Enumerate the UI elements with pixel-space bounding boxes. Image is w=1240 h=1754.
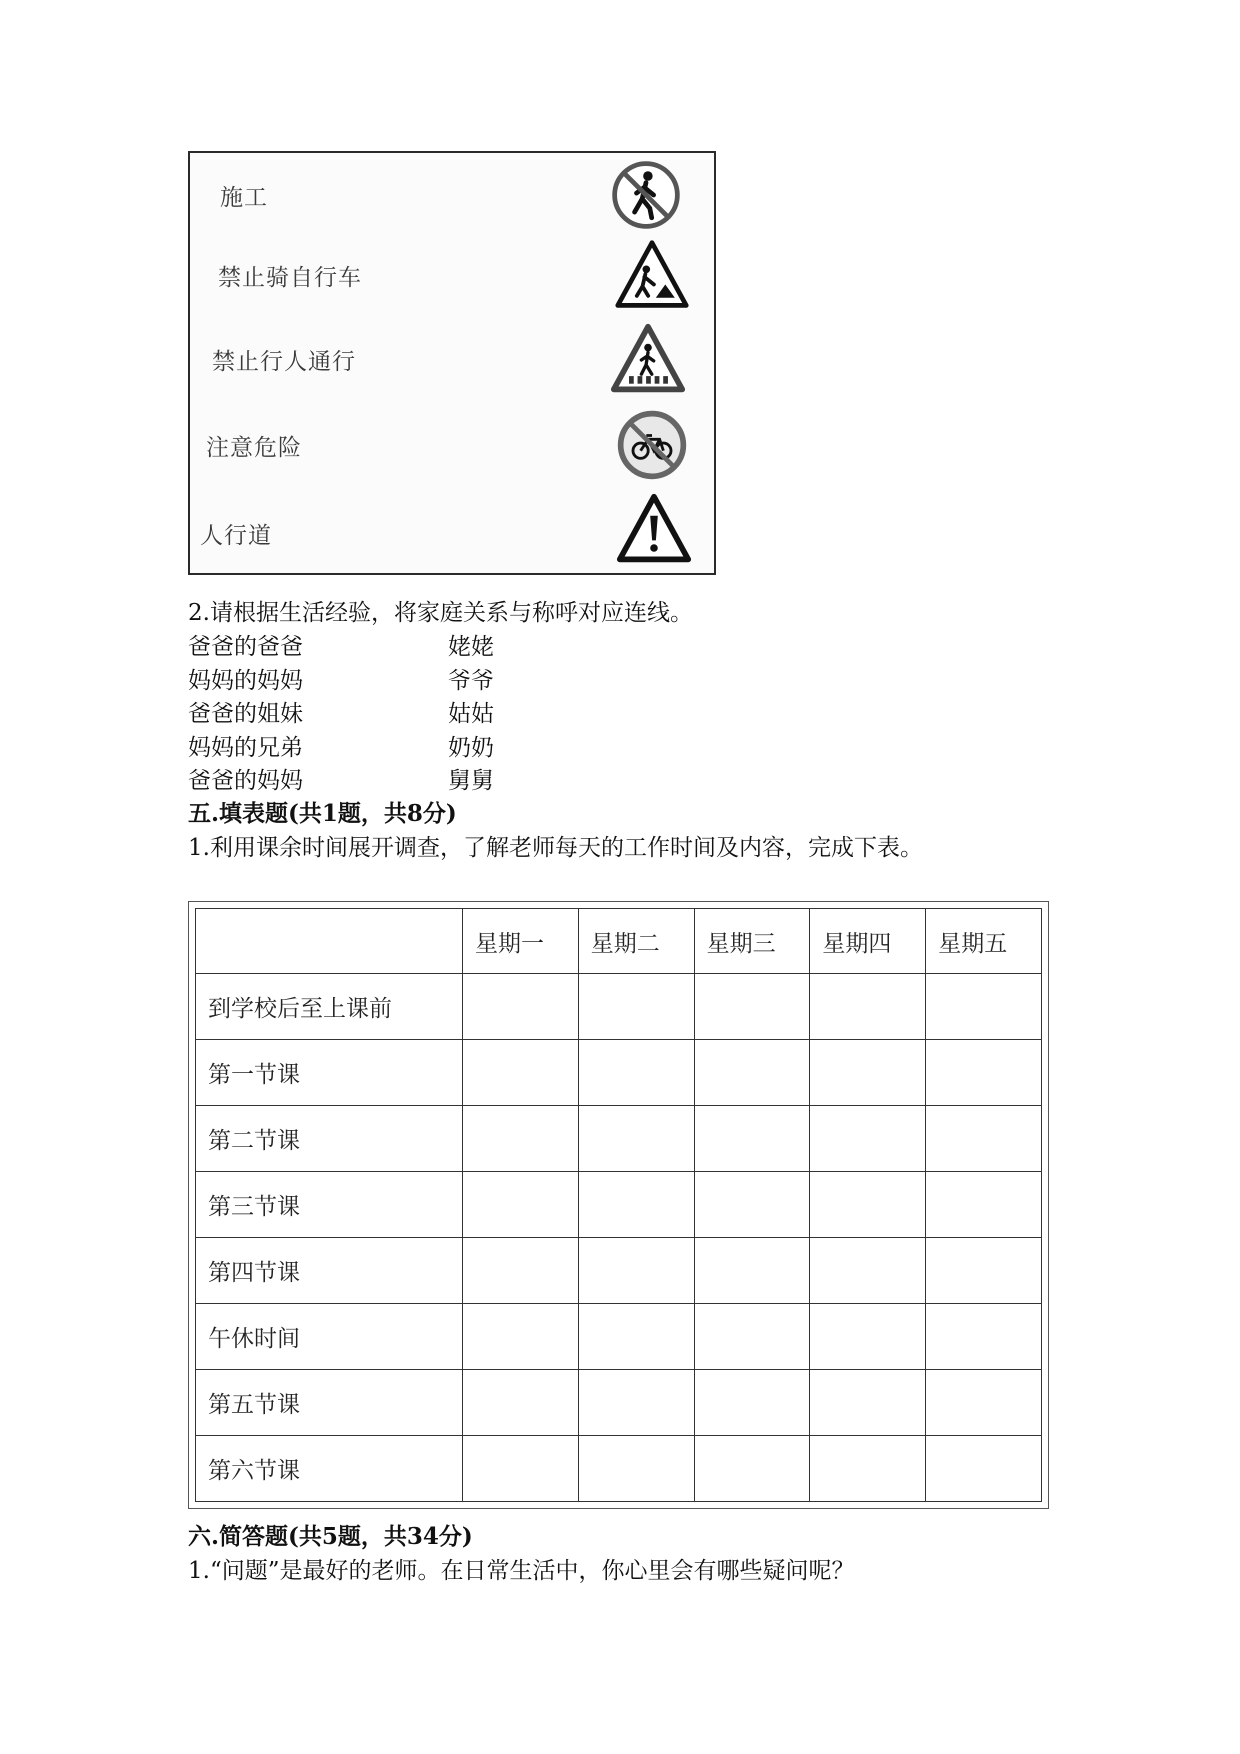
table-cell[interactable] [694, 1172, 810, 1238]
schedule-table [195, 908, 1042, 1502]
sign-label-sidewalk: 人行道 [200, 523, 272, 549]
table-header-row [196, 909, 1042, 974]
table-cell[interactable] [810, 1040, 926, 1106]
table-cell[interactable] [926, 1172, 1042, 1238]
table-cell[interactable] [694, 1106, 810, 1172]
table-row [196, 1040, 1042, 1106]
table-cell[interactable] [810, 1238, 926, 1304]
warning-exclamation-icon [616, 491, 692, 567]
table-row [196, 1304, 1042, 1370]
sign-matching-box [188, 151, 716, 575]
table-row [196, 1106, 1042, 1172]
relation-left-2: 妈妈的妈妈 [188, 668, 303, 694]
table-cell[interactable] [463, 1106, 579, 1172]
table-header-wednesday: 星期三 [694, 909, 810, 974]
relation-right-1: 姥姥 [448, 634, 494, 660]
relation-right-2: 爷爷 [448, 668, 494, 694]
sign-label-no-bicycle: 禁止骑自行车 [218, 265, 362, 291]
table-cell[interactable] [694, 1304, 810, 1370]
table-cell[interactable] [810, 1106, 926, 1172]
table-row [196, 1370, 1042, 1436]
sign-label-construction: 施工 [220, 185, 268, 211]
table-cell[interactable] [578, 1238, 694, 1304]
relation-right-5: 舅舅 [448, 768, 494, 794]
table-cell[interactable] [926, 1040, 1042, 1106]
schedule-table-frame [188, 901, 1049, 1509]
no-pedestrian-icon [608, 157, 684, 233]
section-6-question: 1.“问题”是最好的老师。在日常生活中，你心里会有哪些疑问呢？ [188, 1558, 855, 1584]
crosswalk-icon [610, 321, 686, 397]
row-label: 到学校后至上课前 [196, 974, 463, 1040]
table-cell[interactable] [926, 1436, 1042, 1502]
row-label: 第三节课 [196, 1172, 463, 1238]
table-cell[interactable] [810, 974, 926, 1040]
table-cell[interactable] [810, 1304, 926, 1370]
table-cell[interactable] [694, 1238, 810, 1304]
table-cell[interactable] [463, 1436, 579, 1502]
row-label: 第五节课 [196, 1370, 463, 1436]
table-row [196, 974, 1042, 1040]
table-cell[interactable] [578, 1106, 694, 1172]
table-cell[interactable] [926, 974, 1042, 1040]
table-cell[interactable] [463, 1370, 579, 1436]
table-cell[interactable] [463, 1172, 579, 1238]
table-cell[interactable] [810, 1370, 926, 1436]
relation-right-3: 姑姑 [448, 701, 494, 727]
table-row [196, 1238, 1042, 1304]
table-header-monday: 星期一 [463, 909, 579, 974]
table-cell[interactable] [463, 1040, 579, 1106]
sign-label-danger: 注意危险 [206, 435, 302, 461]
q2-prompt: 2.请根据生活经验，将家庭关系与称呼对应连线。 [188, 600, 693, 626]
table-cell[interactable] [810, 1436, 926, 1502]
relation-left-4: 妈妈的兄弟 [188, 735, 303, 761]
table-cell[interactable] [694, 1436, 810, 1502]
section-6-title: 六.简答题(共5题，共34分) [188, 1523, 473, 1550]
table-header-friday: 星期五 [926, 909, 1042, 974]
table-cell[interactable] [578, 974, 694, 1040]
table-header-tuesday: 星期二 [578, 909, 694, 974]
relation-left-1: 爸爸的爸爸 [188, 634, 303, 660]
no-bicycle-icon [614, 407, 690, 483]
row-label: 第六节课 [196, 1436, 463, 1502]
row-label: 第四节课 [196, 1238, 463, 1304]
table-cell[interactable] [578, 1304, 694, 1370]
table-cell[interactable] [694, 974, 810, 1040]
table-cell[interactable] [463, 1304, 579, 1370]
table-cell[interactable] [926, 1106, 1042, 1172]
section-5-question: 1.利用课余时间展开调查，了解老师每天的工作时间及内容，完成下表。 [188, 835, 923, 861]
row-label: 午休时间 [196, 1304, 463, 1370]
table-cell[interactable] [694, 1370, 810, 1436]
table-cell[interactable] [578, 1370, 694, 1436]
table-cell[interactable] [926, 1304, 1042, 1370]
table-cell[interactable] [578, 1436, 694, 1502]
table-header-thursday: 星期四 [810, 909, 926, 974]
table-cell[interactable] [926, 1238, 1042, 1304]
table-cell[interactable] [578, 1172, 694, 1238]
relation-left-5: 爸爸的妈妈 [188, 768, 303, 794]
relation-right-4: 奶奶 [448, 735, 494, 761]
table-cell[interactable] [926, 1370, 1042, 1436]
sign-label-no-pedestrian: 禁止行人通行 [212, 349, 356, 375]
road-work-icon [614, 237, 690, 313]
table-cell[interactable] [463, 1238, 579, 1304]
section-5-title: 五.填表题(共1题，共8分) [188, 800, 457, 827]
row-label: 第二节课 [196, 1106, 463, 1172]
table-cell[interactable] [810, 1172, 926, 1238]
row-label: 第一节课 [196, 1040, 463, 1106]
table-row [196, 1436, 1042, 1502]
table-cell[interactable] [694, 1040, 810, 1106]
relation-left-3: 爸爸的姐妹 [188, 701, 303, 727]
table-cell[interactable] [463, 974, 579, 1040]
table-header-corner [196, 909, 463, 974]
table-row [196, 1172, 1042, 1238]
table-cell[interactable] [578, 1040, 694, 1106]
